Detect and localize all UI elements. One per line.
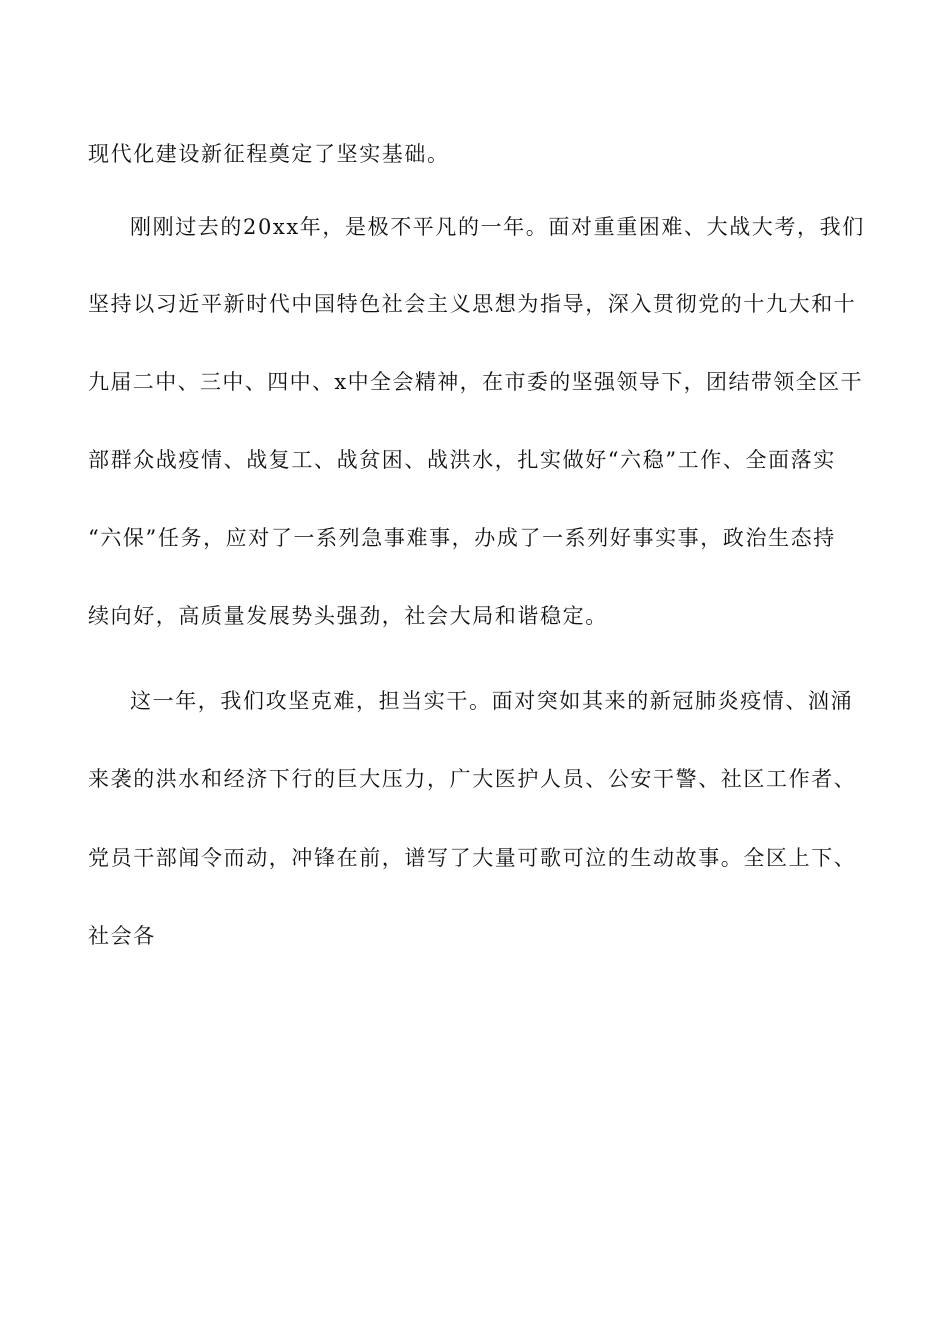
text-line-9: 来袭的洪水和经济下行的巨大压力，广大医护人员、公安干警、社区工作者、 — [88, 767, 857, 791]
text-line-10: 党员干部闻令而动，冲锋在前，谱写了大量可歌可泣的生动故事。全区上下、 — [88, 846, 857, 870]
text-line-4: 九届二中、三中、四中、x中全会精神，在市委的坚强领导下，团结带领全区干 — [88, 370, 863, 394]
text-line-1: 现代化建设新征程奠定了坚实基础。 — [88, 142, 450, 166]
text-line-3: 坚持以习近平新时代中国特色社会主义思想为指导，深入贯彻党的十九大和十 — [88, 292, 857, 316]
text-line-5: 部群众战疫情、战复工、战贫困、战洪水，扎实做好“六稳”工作、全面落实 — [88, 448, 836, 472]
text-line-6: “六保”任务，应对了一系列急事难事，办成了一系列好事实事，政治生态持 — [88, 526, 836, 550]
paragraph-start-line-2: 刚刚过去的20xx年，是极不平凡的一年。面对重重困难、大战大考，我们 — [130, 215, 865, 239]
text-line-11: 社会各 — [88, 924, 156, 948]
text-line-7: 续向好，高质量发展势头强劲，社会大局和谐稳定。 — [88, 604, 608, 628]
paragraph-start-line-8: 这一年，我们攻坚克难，担当实干。面对突如其来的新冠肺炎疫情、汹涌 — [130, 689, 854, 713]
